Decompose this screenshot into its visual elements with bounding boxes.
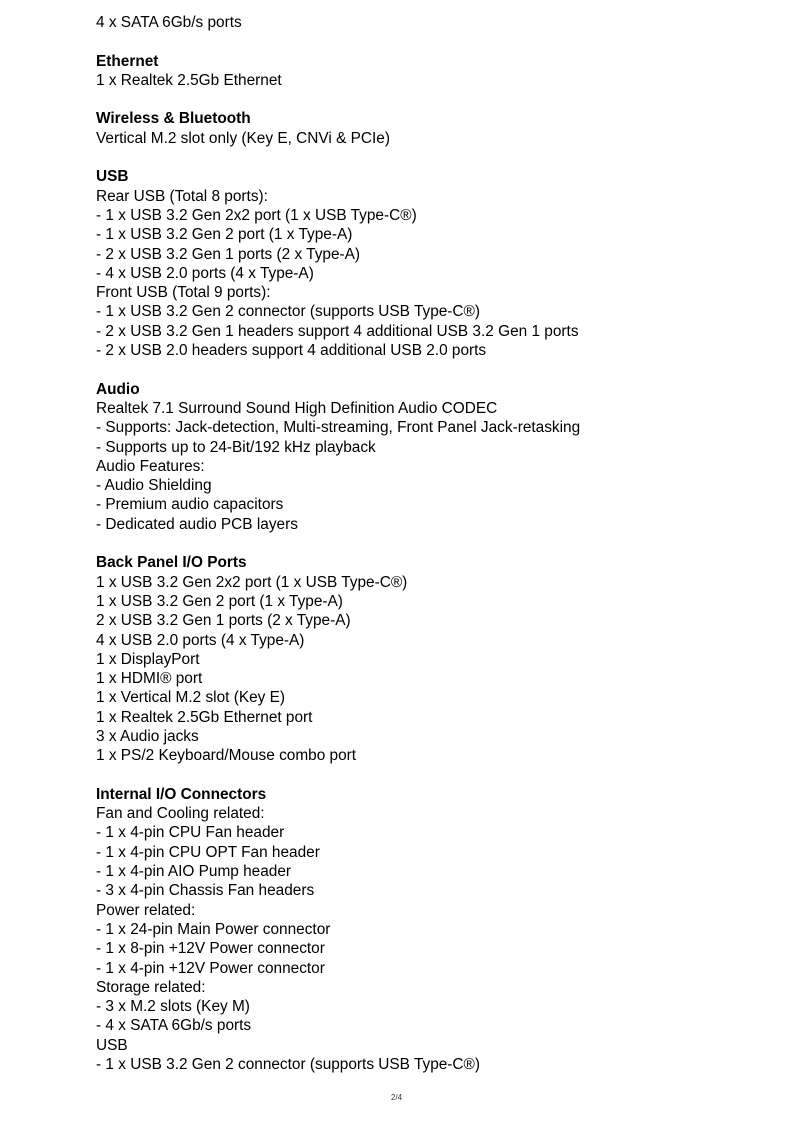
- spec-line: 1 x Vertical M.2 slot (Key E): [96, 689, 286, 707]
- spec-line: - 2 x USB 3.2 Gen 1 ports (2 x Type-A): [96, 245, 361, 263]
- spec-line: - 1 x 24-pin Main Power connector: [96, 920, 331, 938]
- spec-line: USB: [96, 1036, 128, 1054]
- spec-line: Audio Features:: [96, 457, 205, 475]
- spec-line: 4 x USB 2.0 ports (4 x Type-A): [96, 631, 305, 649]
- spec-line: - 3 x 4-pin Chassis Fan headers: [96, 882, 315, 900]
- spec-line: - 4 x USB 2.0 ports (4 x Type-A): [96, 264, 314, 282]
- spec-line: - 1 x 8-pin +12V Power connector: [96, 940, 325, 958]
- section-heading: Audio: [96, 380, 140, 398]
- section-spacer: [96, 766, 756, 785]
- spec-line: Power related:: [96, 901, 196, 919]
- spec-line: 1 x Realtek 2.5Gb Ethernet: [96, 71, 282, 89]
- spec-line: - 1 x 4-pin CPU Fan header: [96, 824, 285, 842]
- spec-line: - 1 x 4-pin +12V Power connector: [96, 959, 325, 977]
- spec-line: Fan and Cooling related:: [96, 805, 265, 823]
- document-body: [96, 13, 756, 1074]
- spec-line: 4 x SATA 6Gb/s ports: [96, 14, 242, 31]
- section-heading: Wireless & Bluetooth: [96, 110, 251, 128]
- spec-line: Vertical M.2 slot only (Key E, CNVi & PCIe): [96, 129, 390, 147]
- section-spacer: [96, 90, 756, 109]
- spec-line: - 1 x USB 3.2 Gen 2 port (1 x Type-A): [96, 226, 353, 244]
- spec-line: Front USB (Total 9 ports):: [96, 284, 271, 302]
- spec-line: - Supports up to 24-Bit/192 kHz playback: [96, 438, 376, 456]
- section-heading: Back Panel I/O Ports: [96, 554, 247, 572]
- spec-line: Realtek 7.1 Surround Sound High Definition Audio CODEC: [96, 399, 498, 417]
- spec-line: - 1 x USB 3.2 Gen 2 connector (supports USB Type-C®): [96, 303, 481, 321]
- spec-line: - Premium audio capacitors: [96, 496, 284, 514]
- spec-line: - 1 x USB 3.2 Gen 2x2 port (1 x USB Type-C®): [96, 206, 417, 224]
- section-spacer: [96, 534, 756, 553]
- section-heading: Internal I/O Connectors: [96, 785, 267, 803]
- spec-line: - Audio Shielding: [96, 477, 212, 495]
- spec-line: - Supports: Jack-detection, Multi-streaming, Front Panel Jack-retasking: [96, 419, 581, 437]
- spec-line: - 2 x USB 3.2 Gen 1 headers support 4 additional USB 3.2 Gen 1 ports: [96, 322, 579, 340]
- spec-line: - 2 x USB 2.0 headers support 4 additional USB 2.0 ports: [96, 342, 487, 360]
- spec-line: 1 x PS/2 Keyboard/Mouse combo port: [96, 747, 357, 765]
- spec-line: Rear USB (Total 8 ports):: [96, 187, 268, 205]
- spec-line: - 1 x USB 3.2 Gen 2 connector (supports USB Type-C®): [96, 1056, 481, 1074]
- spec-line: - 1 x 4-pin AIO Pump header: [96, 863, 292, 881]
- section-heading: Ethernet: [96, 52, 159, 70]
- section-spacer: [96, 32, 756, 51]
- spec-line: - 1 x 4-pin CPU OPT Fan header: [96, 843, 320, 861]
- spec-line: 2 x USB 3.2 Gen 1 ports (2 x Type-A): [96, 612, 351, 630]
- spec-line: Storage related:: [96, 978, 206, 996]
- section-heading: USB: [96, 168, 129, 186]
- page-number: 2/4: [390, 1093, 403, 1102]
- spec-line: 1 x USB 3.2 Gen 2 port (1 x Type-A): [96, 592, 343, 610]
- spec-line: - 4 x SATA 6Gb/s ports: [96, 1017, 252, 1035]
- spec-line: 1 x Realtek 2.5Gb Ethernet port: [96, 708, 313, 726]
- section-spacer: [96, 360, 756, 379]
- spec-line: 1 x USB 3.2 Gen 2x2 port (1 x USB Type-C®): [96, 573, 408, 591]
- spec-line: 3 x Audio jacks: [96, 727, 199, 745]
- section-spacer: [96, 148, 756, 167]
- spec-line: - 3 x M.2 slots (Key M): [96, 998, 250, 1016]
- spec-line: 1 x DisplayPort: [96, 650, 200, 668]
- spec-line: - Dedicated audio PCB layers: [96, 515, 298, 533]
- spec-line: 1 x HDMI® port: [96, 670, 203, 688]
